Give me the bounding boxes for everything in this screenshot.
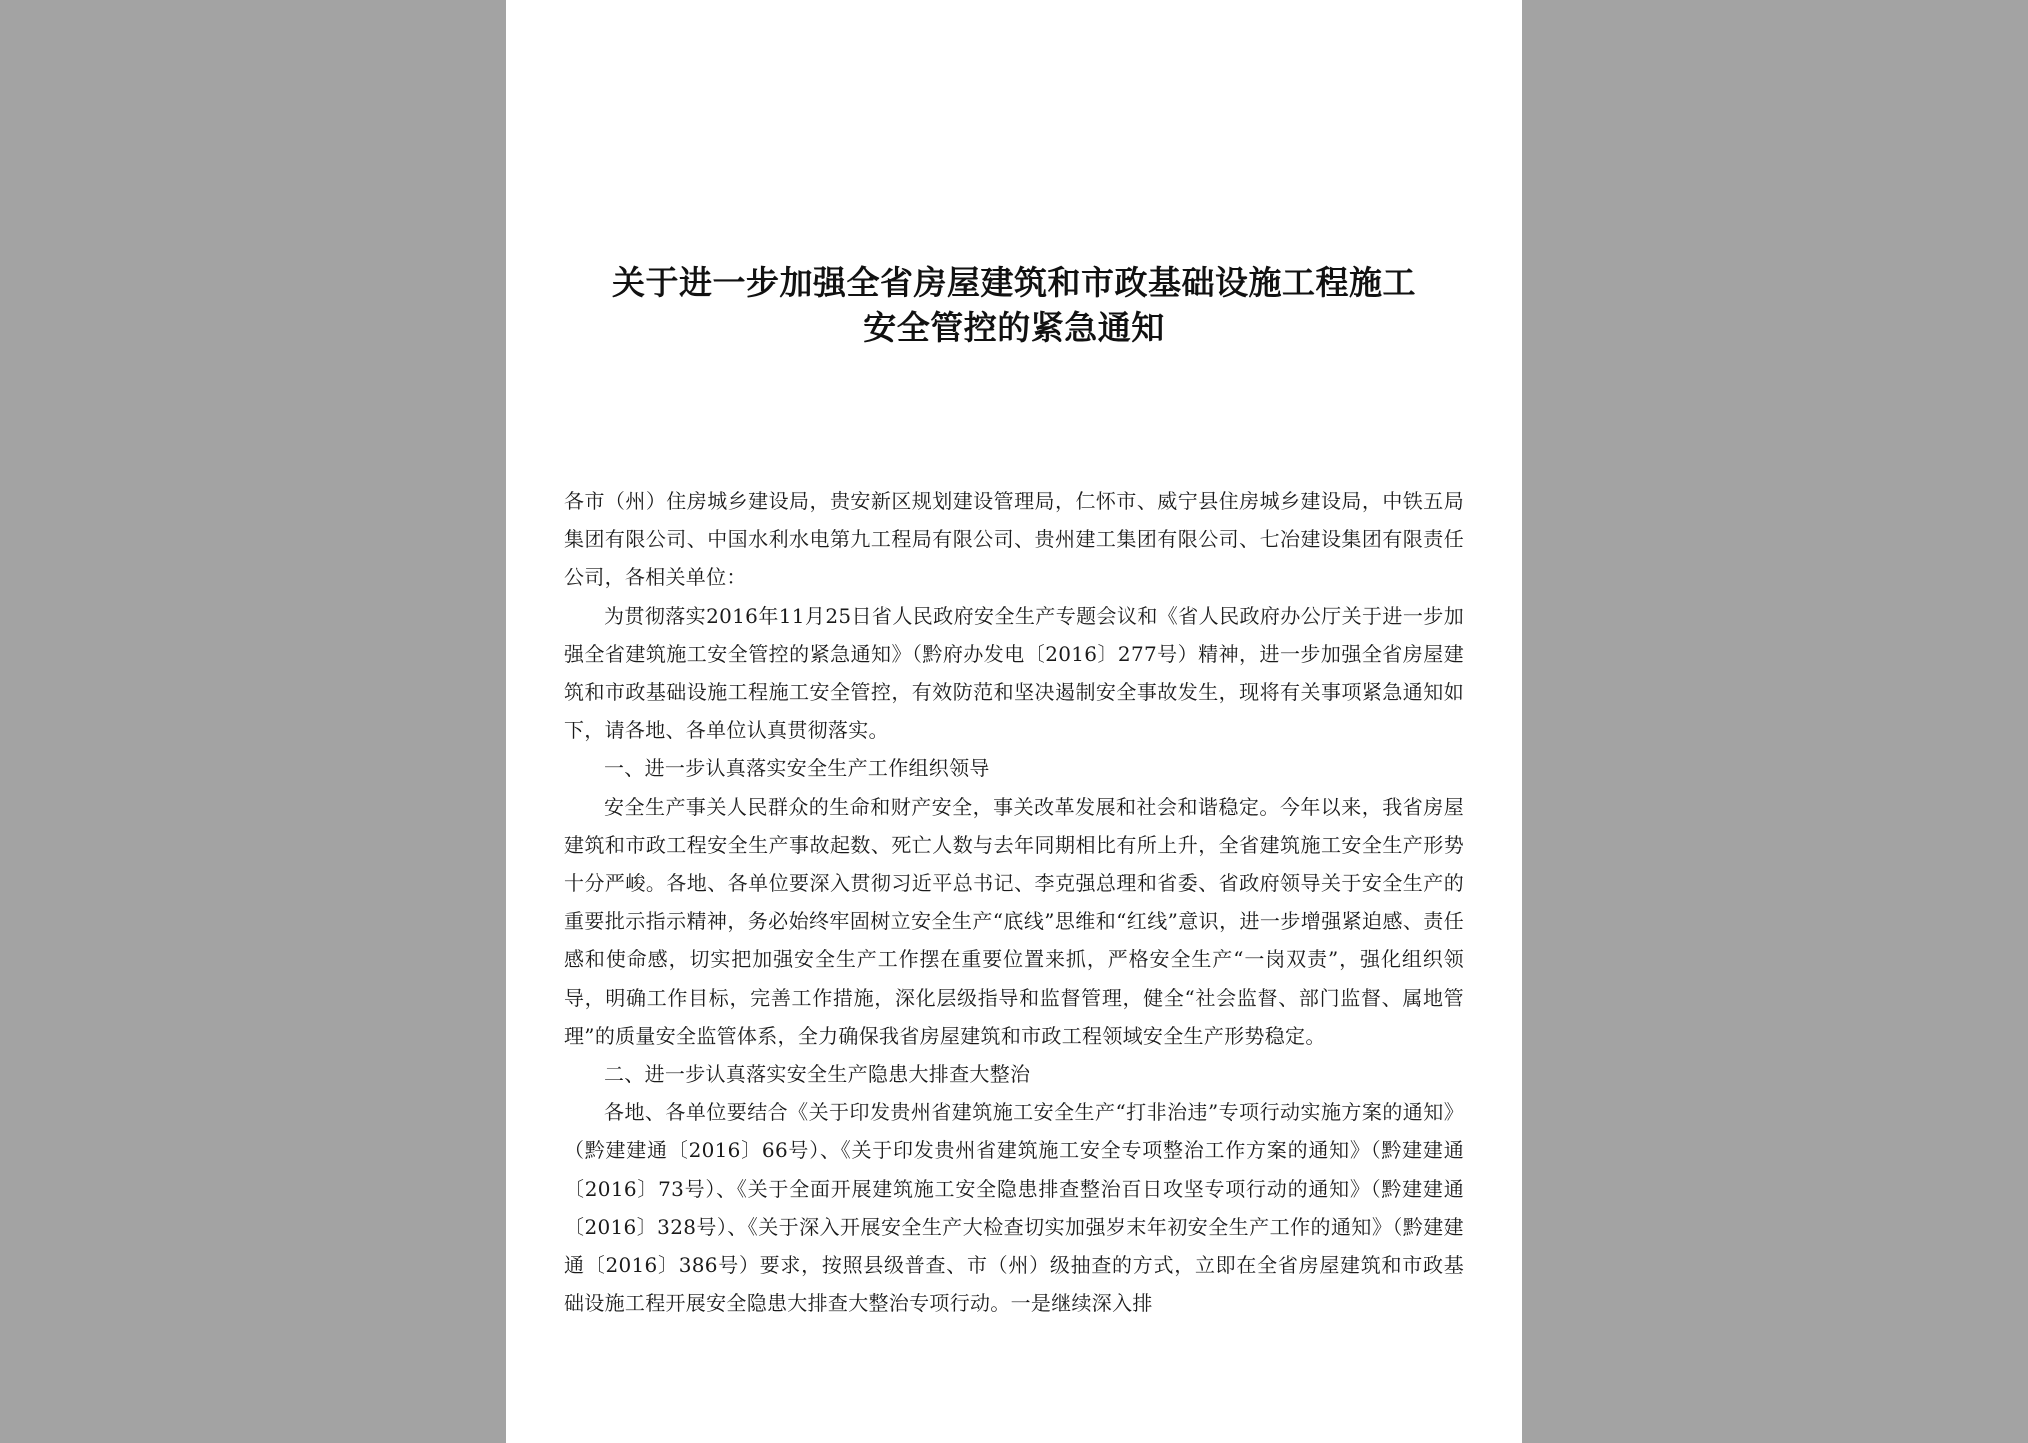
- document-title: [564, 260, 1464, 350]
- document-body: [564, 482, 1464, 1322]
- section-2-paragraph: 各地、各单位要结合《关于印发贵州省建筑施工安全生产“打非治违”专项行动实施方案的通知》（黔建建通〔2016〕66号）、《关于印发贵州省建筑施工安全专项整治工作方案的通知》（黔建建通〔2016〕73号）、《关于全面开展建筑施工安全隐患排查整治百日攻坚专项行动的通知》（黔建建通〔2016〕328号）、《关于深入开展安全生产大检查切实加强岁末年初安全生产工作的通知》（黔建建通〔2016〕386号）要求，按照县级普查、市（州）级抽查的方式，立即在全省房屋建筑和市政基础设施工程开展安全隐患大排查大整治专项行动。一是继续深入排: [564, 1100, 1464, 1316]
- section-1-heading: 一、进一步认真落实安全生产工作组织领导: [604, 756, 990, 781]
- title-line-2: 安全管控的紧急通知: [863, 308, 1165, 347]
- section-1-paragraph: 安全生产事关人民群众的生命和财产安全，事关改革发展和社会和谐稳定。今年以来，我省房屋建筑和市政工程安全生产事故起数、死亡人数与去年同期相比有所上升，全省建筑施工安全生产形势十分严峻。各地、各单位要深入贯彻习近平总书记、李克强总理和省委、省政府领导关于安全生产的重要批示指示精神，务必始终牢固树立安全生产“底线”思维和“红线”意识，进一步增强紧迫感、责任感和使命感，切实把加强安全生产工作摆在重要位置来抓，严格安全生产“一岗双责”，强化组织领导，明确工作目标，完善工作措施，深化层级指导和监督管理，健全“社会监督、部门监督、属地管理”的质量安全监管体系，全力确保我省房屋建筑和市政工程领域安全生产形势稳定。: [564, 794, 1464, 1048]
- addressee-paragraph: 各市（州）住房城乡建设局，贵安新区规划建设管理局，仁怀市、威宁县住房城乡建设局，中铁五局集团有限公司、中国水利水电第九工程局有限公司、贵州建工集团有限公司、七冶建设集团有限责任公司，各相关单位：: [564, 489, 1464, 590]
- document-page: [506, 0, 1522, 1443]
- title-line-1: 关于进一步加强全省房屋建筑和市政基础设施工程施工: [612, 263, 1416, 302]
- intro-paragraph: 为贯彻落实2016年11月25日省人民政府安全生产专题会议和《省人民政府办公厅关于进一步加强全省建筑施工安全管控的紧急通知》（黔府办发电〔2016〕277号）精神，进一步加强全省房屋建筑和市政基础设施工程施工安全管控，有效防范和坚决遏制安全事故发生，现将有关事项紧急通知如下，请各地、各单位认真贯彻落实。: [564, 603, 1464, 743]
- section-2-heading: 二、进一步认真落实安全生产隐患大排查大整治: [604, 1062, 1031, 1087]
